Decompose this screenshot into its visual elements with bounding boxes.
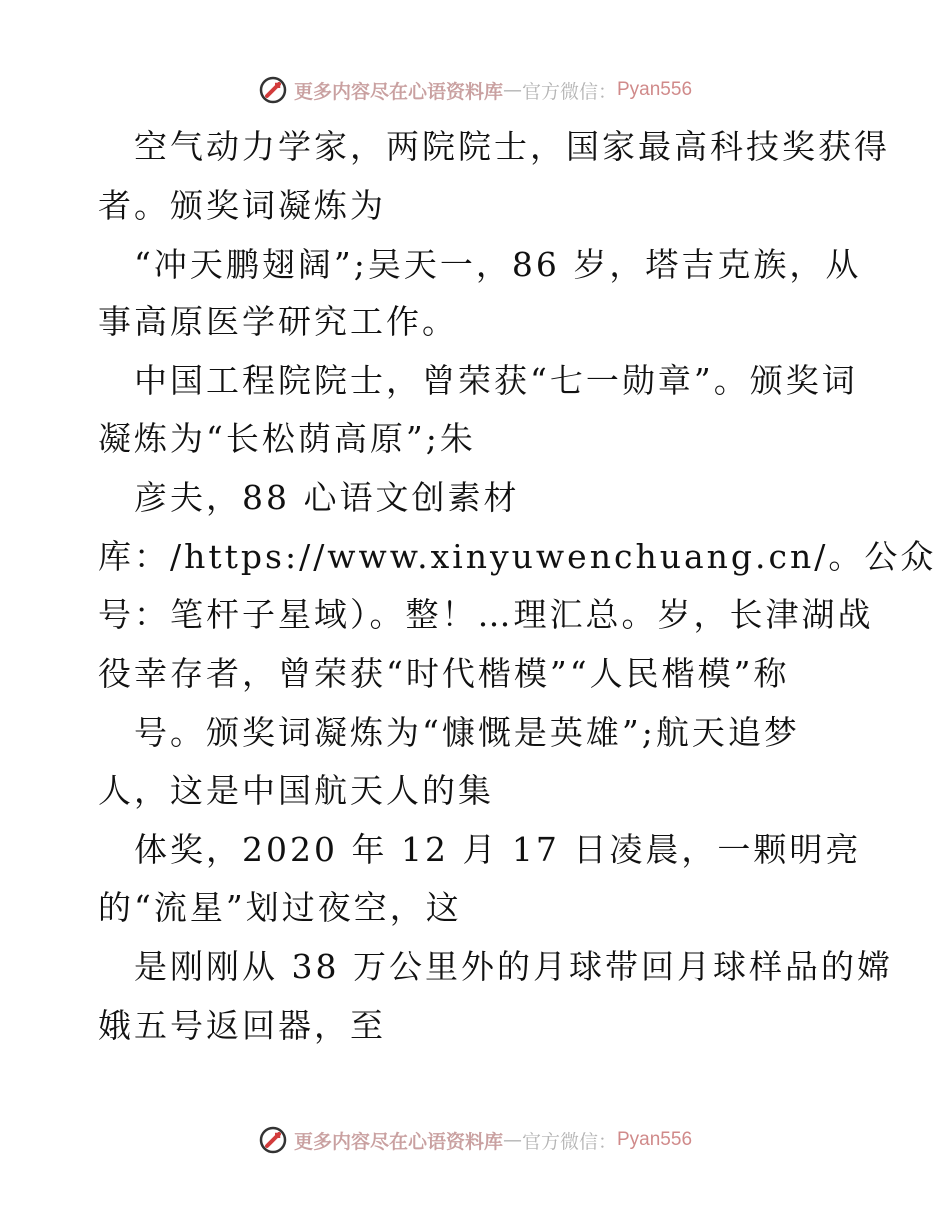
body-line: 号。颁奖词凝炼为“慷慨是英雄”;航天追梦 — [134, 713, 800, 752]
banner-main-text: 更多内容尽在心语资料库 — [293, 1130, 503, 1153]
banner-separator: — — [502, 79, 522, 101]
logo-icon — [258, 1125, 288, 1155]
body-line: 中国工程院院士，曾荣获“七一勋章”。颁奖词 — [134, 361, 858, 400]
body-line: 役幸存者，曾荣获“时代楷模”“人民楷模”称 — [98, 654, 790, 693]
footer-watermark-banner — [0, 1120, 950, 1160]
body-line: 库：/https://www.xinyuwenchuang.cn/。公众 — [98, 537, 937, 576]
logo-icon — [258, 75, 288, 105]
body-line: 者。颁奖词凝炼为 — [98, 186, 386, 225]
banner-wechat-id: Pyan556 — [617, 79, 693, 100]
body-line: 是刚刚从 38 万公里外的月球带回月球样品的嫦 — [134, 947, 893, 986]
body-line: “冲天鹏翅阔”;吴天一，86 岁，塔吉克族，从 — [134, 245, 862, 284]
body-line: 的“流星”划过夜空，这 — [98, 888, 462, 927]
body-line: 空气动力学家，两院院士，国家最高科技奖获得 — [134, 127, 890, 166]
body-line: 事高原医学研究工作。 — [98, 302, 458, 341]
banner-wechat-id: Pyan556 — [617, 1129, 693, 1150]
header-watermark-banner — [0, 70, 950, 110]
body-line: 娥五号返回器，至 — [98, 1006, 386, 1045]
body-line: 号：笔杆子星域）。整！…理汇总。岁，长津湖战 — [98, 595, 874, 634]
body-line: 人，这是中国航天人的集 — [98, 771, 494, 810]
body-line: 体奖，2020 年 12 月 17 日凌晨，一颗明亮 — [134, 830, 862, 869]
banner-wechat-label: 官方微信： — [521, 1130, 617, 1153]
body-line: 彦夫，88 心语文创素材 — [134, 478, 520, 517]
body-line: 凝炼为“长松荫高原”;朱 — [98, 419, 476, 458]
banner-wechat-label: 官方微信： — [521, 80, 617, 103]
banner-main-text: 更多内容尽在心语资料库 — [293, 80, 503, 103]
banner-separator: — — [502, 1129, 522, 1151]
